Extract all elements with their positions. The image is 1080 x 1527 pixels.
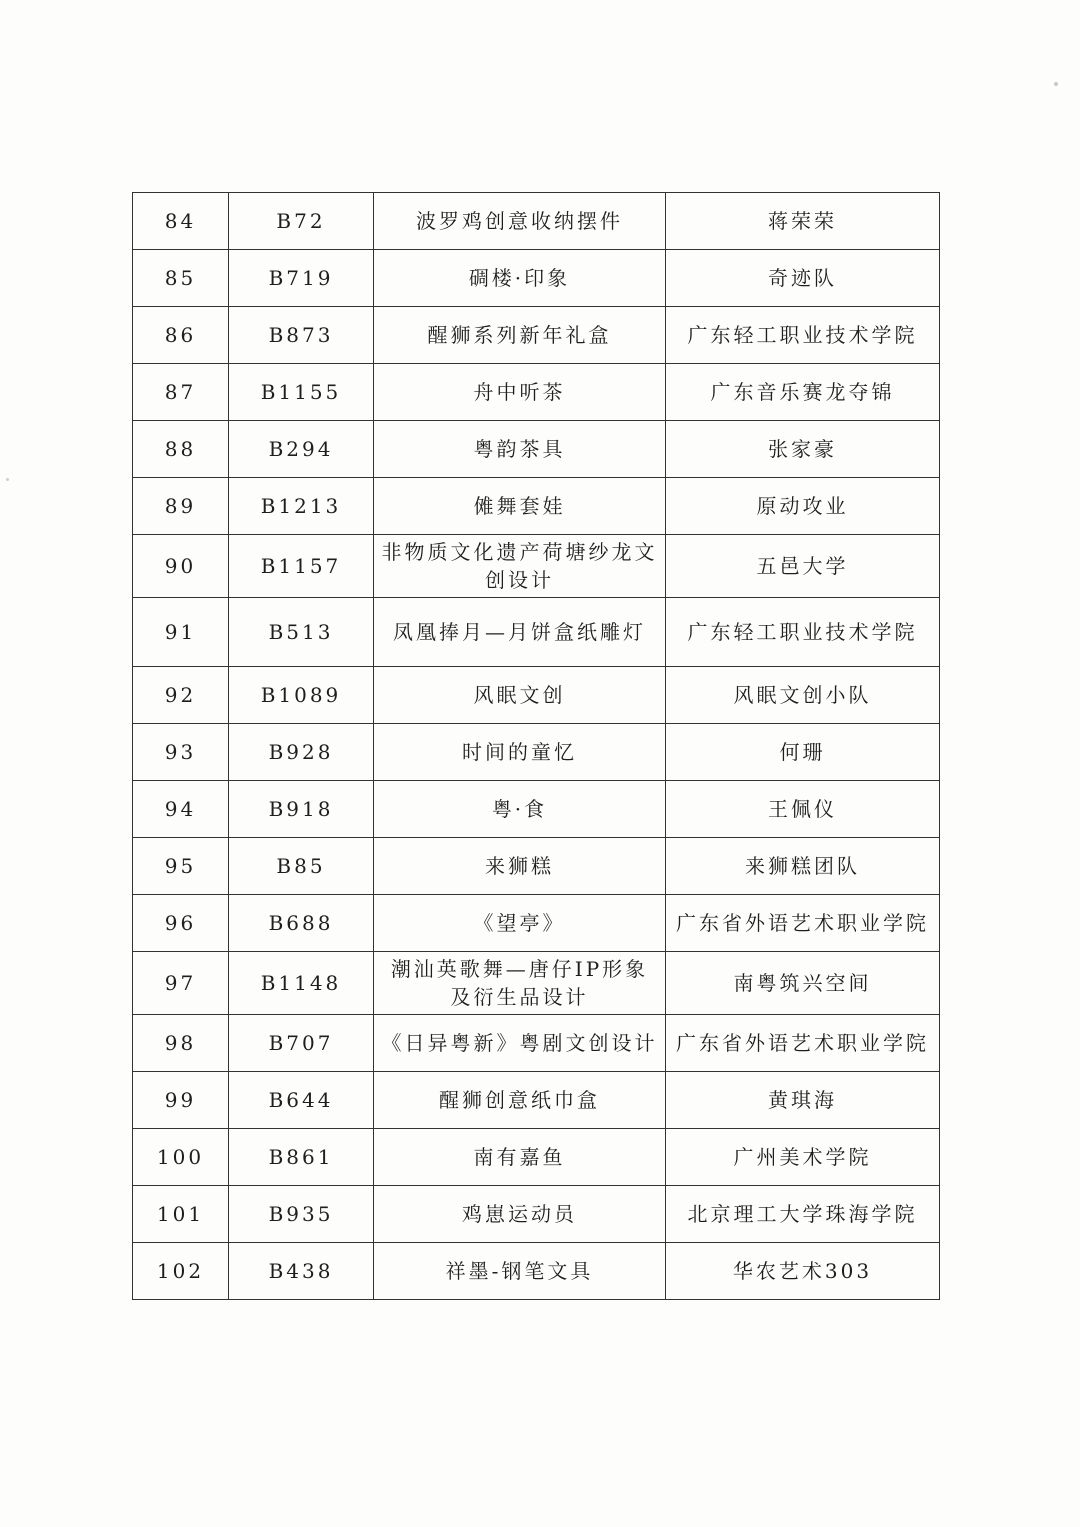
table-row xyxy=(133,667,940,724)
work-title: 舟中听茶 xyxy=(374,364,666,421)
work-title: 碉楼·印象 xyxy=(374,250,666,307)
entry-code: B438 xyxy=(229,1243,374,1300)
work-title: 凤凰捧月—月饼盒纸雕灯 xyxy=(374,598,666,667)
table-row xyxy=(133,781,940,838)
author-name: 五邑大学 xyxy=(666,535,940,598)
table-row xyxy=(133,952,940,1015)
entry-code: B873 xyxy=(229,307,374,364)
table-row xyxy=(133,307,940,364)
author-name: 广东省外语艺术职业学院 xyxy=(666,895,940,952)
table-row xyxy=(133,598,940,667)
author-name: 广州美术学院 xyxy=(666,1129,940,1186)
work-title: 祥墨-钢笔文具 xyxy=(374,1243,666,1300)
row-number: 91 xyxy=(133,598,229,667)
row-number: 87 xyxy=(133,364,229,421)
author-name: 广东音乐赛龙夺锦 xyxy=(666,364,940,421)
work-title: 潮汕英歌舞—唐仔IP形象及衍生品设计 xyxy=(374,952,666,1015)
row-number: 100 xyxy=(133,1129,229,1186)
entry-code: B707 xyxy=(229,1015,374,1072)
author-name: 广东轻工职业技术学院 xyxy=(666,598,940,667)
table-row xyxy=(133,1072,940,1129)
table-row xyxy=(133,1243,940,1300)
work-title: 粤·食 xyxy=(374,781,666,838)
table-row xyxy=(133,250,940,307)
entry-code: B1148 xyxy=(229,952,374,1015)
row-number: 94 xyxy=(133,781,229,838)
scan-speck xyxy=(1054,82,1058,86)
work-title: 鸡崽运动员 xyxy=(374,1186,666,1243)
award-list-table xyxy=(132,192,940,1300)
entry-code: B719 xyxy=(229,250,374,307)
author-name: 王佩仪 xyxy=(666,781,940,838)
row-number: 98 xyxy=(133,1015,229,1072)
table-row xyxy=(133,478,940,535)
entry-code: B928 xyxy=(229,724,374,781)
author-name: 风眠文创小队 xyxy=(666,667,940,724)
author-name: 来狮糕团队 xyxy=(666,838,940,895)
row-number: 99 xyxy=(133,1072,229,1129)
work-title: 时间的童忆 xyxy=(374,724,666,781)
entry-code: B1213 xyxy=(229,478,374,535)
author-name: 何珊 xyxy=(666,724,940,781)
entry-code: B1155 xyxy=(229,364,374,421)
entry-code: B918 xyxy=(229,781,374,838)
row-number: 90 xyxy=(133,535,229,598)
work-title: 醒狮系列新年礼盒 xyxy=(374,307,666,364)
work-title: 粤韵茶具 xyxy=(374,421,666,478)
work-title: 非物质文化遗产荷塘纱龙文创设计 xyxy=(374,535,666,598)
author-name: 南粤筑兴空间 xyxy=(666,952,940,1015)
table-row xyxy=(133,724,940,781)
table-row xyxy=(133,535,940,598)
table-row xyxy=(133,421,940,478)
author-name: 奇迹队 xyxy=(666,250,940,307)
entry-code: B513 xyxy=(229,598,374,667)
work-title: 波罗鸡创意收纳摆件 xyxy=(374,193,666,250)
entry-code: B688 xyxy=(229,895,374,952)
entry-code: B85 xyxy=(229,838,374,895)
row-number: 101 xyxy=(133,1186,229,1243)
row-number: 96 xyxy=(133,895,229,952)
author-name: 华农艺术303 xyxy=(666,1243,940,1300)
table-row xyxy=(133,1129,940,1186)
table-row xyxy=(133,895,940,952)
row-number: 92 xyxy=(133,667,229,724)
row-number: 93 xyxy=(133,724,229,781)
table-row xyxy=(133,838,940,895)
table-row xyxy=(133,364,940,421)
entry-code: B72 xyxy=(229,193,374,250)
row-number: 88 xyxy=(133,421,229,478)
author-name: 北京理工大学珠海学院 xyxy=(666,1186,940,1243)
row-number: 86 xyxy=(133,307,229,364)
author-name: 张家豪 xyxy=(666,421,940,478)
table-row xyxy=(133,1186,940,1243)
table-row xyxy=(133,193,940,250)
row-number: 95 xyxy=(133,838,229,895)
author-name: 广东轻工职业技术学院 xyxy=(666,307,940,364)
work-title: 来狮糕 xyxy=(374,838,666,895)
entry-code: B935 xyxy=(229,1186,374,1243)
row-number: 84 xyxy=(133,193,229,250)
row-number: 85 xyxy=(133,250,229,307)
row-number: 89 xyxy=(133,478,229,535)
work-title: 醒狮创意纸巾盒 xyxy=(374,1072,666,1129)
row-number: 102 xyxy=(133,1243,229,1300)
author-name: 蒋荣荣 xyxy=(666,193,940,250)
entry-code: B644 xyxy=(229,1072,374,1129)
entry-code: B861 xyxy=(229,1129,374,1186)
author-name: 广东省外语艺术职业学院 xyxy=(666,1015,940,1072)
table-row xyxy=(133,1015,940,1072)
entry-code: B294 xyxy=(229,421,374,478)
scan-speck xyxy=(6,478,9,481)
row-number: 97 xyxy=(133,952,229,1015)
entry-code: B1157 xyxy=(229,535,374,598)
work-title: 南有嘉鱼 xyxy=(374,1129,666,1186)
work-title: 《日异粤新》粤剧文创设计 xyxy=(374,1015,666,1072)
author-name: 原动攻业 xyxy=(666,478,940,535)
work-title: 《望亭》 xyxy=(374,895,666,952)
work-title: 傩舞套娃 xyxy=(374,478,666,535)
work-title: 风眠文创 xyxy=(374,667,666,724)
author-name: 黄琪海 xyxy=(666,1072,940,1129)
entry-code: B1089 xyxy=(229,667,374,724)
